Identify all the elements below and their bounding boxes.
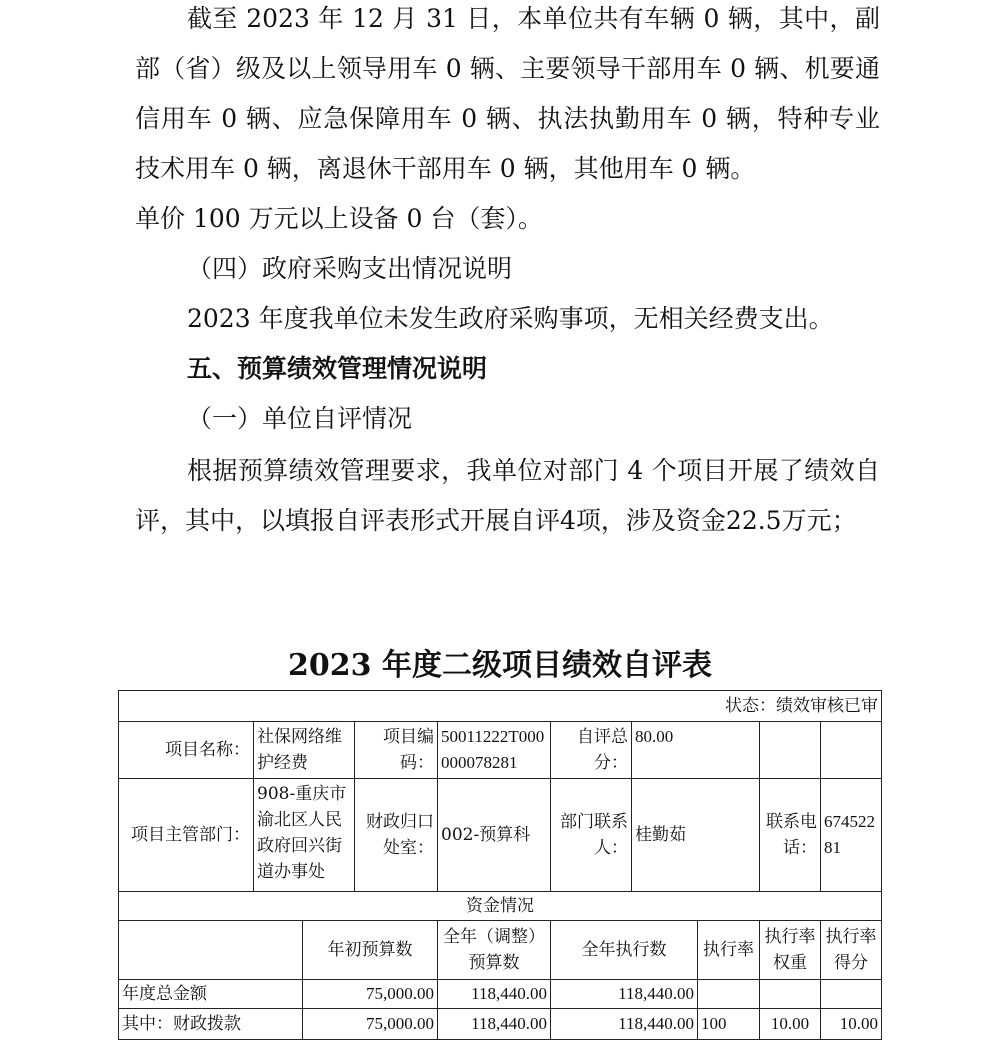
finance-office-label: 财政归口处室： — [354, 778, 438, 892]
empty-cell — [759, 721, 821, 779]
table-cell-rate: 100 — [697, 1008, 760, 1040]
dept-value: 908-重庆市渝北区人民政府回兴街道办事处 — [253, 778, 355, 892]
project-name-label: 项目名称： — [118, 721, 254, 779]
contact-value: 桂勤茹 — [631, 778, 760, 892]
procurement-paragraph: 2023 年度我单位未发生政府采购事项，无相关经费支出。 — [187, 304, 834, 333]
project-code-value: 50011222T000000078281 — [437, 721, 551, 779]
status-cell — [118, 690, 882, 722]
contact-label: 部门联系人： — [550, 778, 632, 892]
table-row-label: 其中：财政拨款 — [118, 1008, 303, 1040]
table-cell-score: 10.00 — [820, 1008, 882, 1040]
column-header-blank — [118, 920, 303, 980]
table-cell-score — [820, 979, 882, 1009]
column-header-score: 执行率得分 — [820, 920, 882, 980]
table-cell-initial: 75,000.00 — [302, 1008, 438, 1040]
table-cell-weight: 10.00 — [759, 1008, 821, 1040]
vehicles-paragraph: 截至 2023 年 12 月 31 日，本单位共有车辆 0 辆，其中，副部（省）级及以上领导用车 0 辆、主要领导干部用车 0 辆、机要通信用车 0 辆、应急保障用车 0 辆、执法执勤用车 0 辆，特种专业技术用车 0 辆，离退休干部用车 0 辆，其他用车 0 辆。 — [135, 4, 880, 183]
project-name-value: 社保网络维护经费 — [253, 721, 355, 779]
column-header-weight: 执行率权重 — [759, 920, 821, 980]
table-title: 2023 年度二级项目绩效自评表 — [288, 648, 712, 683]
table-cell-adjusted: 118,440.00 — [437, 1008, 551, 1040]
table-cell-rate — [697, 979, 760, 1009]
subsection1-heading: （一）单位自评情况 — [187, 404, 413, 433]
column-header-executed: 全年执行数 — [550, 920, 698, 980]
status-text: 状态：绩效审核已审 — [725, 696, 878, 716]
table-row-label: 年度总金额 — [118, 979, 303, 1009]
table-cell-initial: 75,000.00 — [302, 979, 438, 1009]
self-score-value: 80.00 — [631, 721, 760, 779]
performance-table — [118, 690, 882, 1040]
self-score-label: 自评总分： — [550, 721, 632, 779]
project-code-label: 项目编码： — [354, 721, 438, 779]
section5-heading: 五、预算绩效管理情况说明 — [187, 354, 488, 383]
table-cell-executed: 118,440.00 — [550, 979, 698, 1009]
funds-header: 资金情况 — [118, 891, 882, 921]
section4-heading: （四）政府采购支出情况说明 — [187, 254, 513, 283]
table-cell-executed: 118,440.00 — [550, 1008, 698, 1040]
column-header-adjusted: 全年（调整）预算数 — [437, 920, 551, 980]
finance-office-value: 002-预算科 — [437, 778, 551, 892]
dept-label: 项目主管部门： — [118, 778, 254, 892]
equipment-paragraph: 单价 100 万元以上设备 0 台（套）。 — [135, 204, 543, 233]
empty-cell — [820, 721, 882, 779]
table-cell-adjusted: 118,440.00 — [437, 979, 551, 1009]
column-header-initial: 年初预算数 — [302, 920, 438, 980]
phone-value: 67452281 — [820, 778, 882, 892]
table-cell-weight — [759, 979, 821, 1009]
column-header-rate: 执行率 — [697, 920, 760, 980]
self-evaluation-paragraph: 根据预算绩效管理要求，我单位对部门 4 个项目开展了绩效自评，其中，以填报自评表形式开展自评4项，涉及资金22.5万元； — [135, 456, 880, 535]
phone-label: 联系电话： — [759, 778, 821, 892]
